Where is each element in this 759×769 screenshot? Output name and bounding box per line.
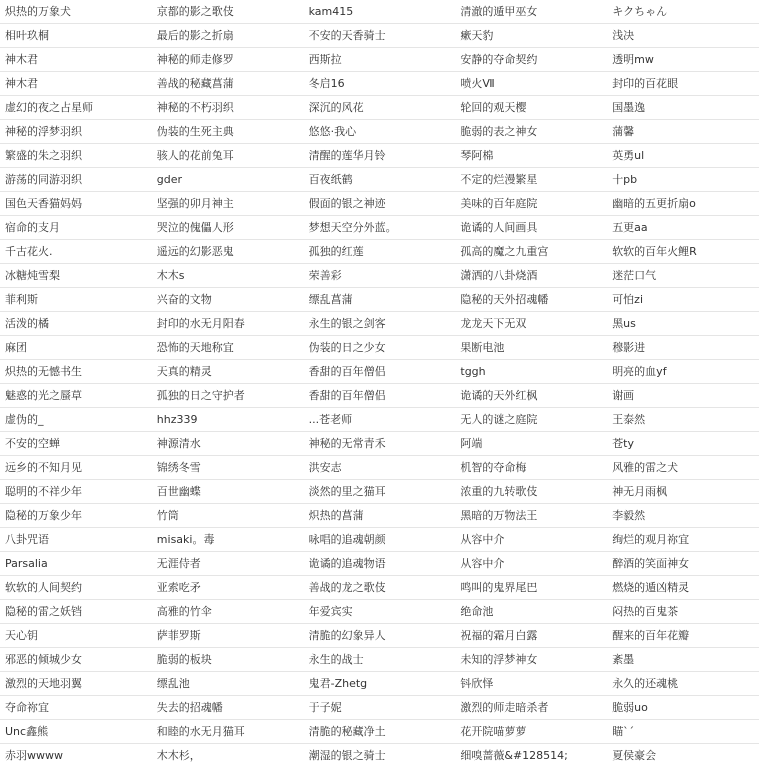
- name-cell: kam415: [304, 0, 456, 24]
- table-row: [0, 600, 759, 624]
- name-cell: 美味的百年庭院: [455, 192, 607, 216]
- name-cell: 西斯拉: [304, 48, 456, 72]
- name-cell: 清脆的秘藏净土: [304, 720, 456, 744]
- name-cell: 假面的银之神迹: [304, 192, 456, 216]
- name-cell: 从容中介: [455, 552, 607, 576]
- name-cell: 炽热的菖蒲: [304, 504, 456, 528]
- name-cell: 国墨逸: [607, 96, 759, 120]
- name-cell: 轮回的观天樱: [455, 96, 607, 120]
- name-cell: 相叶玖桐: [0, 24, 152, 48]
- name-cell: misaki。毒: [152, 528, 304, 552]
- name-cell: 瘶天豹: [455, 24, 607, 48]
- name-cell: 谢画: [607, 384, 759, 408]
- name-cell: 恐怖的天地称宜: [152, 336, 304, 360]
- name-cell: 喷火Ⅶ: [455, 72, 607, 96]
- name-cell: 菲利斯: [0, 288, 152, 312]
- name-cell: 绝命池: [455, 600, 607, 624]
- table-row: [0, 480, 759, 504]
- name-cell: 孤高的魔之九重宫: [455, 240, 607, 264]
- name-cell: 神木君: [0, 72, 152, 96]
- name-cell: 鬼君-Zhetg: [304, 672, 456, 696]
- name-cell: 隐秘的雷之妖铛: [0, 600, 152, 624]
- name-cell: 浅决: [607, 24, 759, 48]
- name-cell: 透明mw: [607, 48, 759, 72]
- table-row: [0, 48, 759, 72]
- name-cell: 脆弱的表之神女: [455, 120, 607, 144]
- name-cell: 永久的还魂桃: [607, 672, 759, 696]
- name-cell: 远乡的不知月见: [0, 456, 152, 480]
- name-cell: Unc鑫熊: [0, 720, 152, 744]
- name-cell: 梦想天空分外蓝。: [304, 216, 456, 240]
- table-row: [0, 360, 759, 384]
- name-cell: 伪装的生死主典: [152, 120, 304, 144]
- name-cell: 八卦咒语: [0, 528, 152, 552]
- table-row: [0, 336, 759, 360]
- name-cell: 宿命的支月: [0, 216, 152, 240]
- name-cell: 阿端: [455, 432, 607, 456]
- name-cell: 京都的影之歌伎: [152, 0, 304, 24]
- name-cell: 炽热的无憾书生: [0, 360, 152, 384]
- name-cell: ...苍老师: [304, 408, 456, 432]
- name-cell: 苍ty: [607, 432, 759, 456]
- table-row: [0, 168, 759, 192]
- name-cell: 天心钥: [0, 624, 152, 648]
- name-cell: 锦绣冬雪: [152, 456, 304, 480]
- name-cell: 浓重的九转歌伎: [455, 480, 607, 504]
- name-cell: 英勇ul: [607, 144, 759, 168]
- table-row: [0, 288, 759, 312]
- name-cell: 隐秘的万象少年: [0, 504, 152, 528]
- name-cell: 邪恶的倾城少女: [0, 648, 152, 672]
- name-cell: 百世幽蝶: [152, 480, 304, 504]
- table-row: [0, 720, 759, 744]
- name-cell: 魅惑的光之蜃草: [0, 384, 152, 408]
- name-cell: 十pb: [607, 168, 759, 192]
- name-cell: 千古花火.: [0, 240, 152, 264]
- name-cell: 神秘的师走修罗: [152, 48, 304, 72]
- name-cell: 香甜的百年僧侣: [304, 384, 456, 408]
- table-row: [0, 504, 759, 528]
- table-row: [0, 120, 759, 144]
- name-cell: 潮湿的银之骑士: [308, 749, 386, 762]
- name-cell: 永生的战士: [304, 648, 456, 672]
- name-cell: 亚索吃矛: [152, 576, 304, 600]
- name-cell: 缥乱菖蒲: [304, 288, 456, 312]
- name-cell: 咏唱的追魂朝颜: [304, 528, 456, 552]
- name-cell: 冬启16: [304, 72, 456, 96]
- name-cell: 祝福的霜月白露: [455, 624, 607, 648]
- name-cell: 高雅的竹伞: [152, 600, 304, 624]
- name-cell: 不安的空蝉: [0, 432, 152, 456]
- name-cell: 黑暗的万物法王: [455, 504, 607, 528]
- name-cell: 穆影进: [607, 336, 759, 360]
- table-row: [0, 576, 759, 600]
- name-cell: 醉酒的笑面神女: [607, 552, 759, 576]
- name-cell: 失去的招魂幡: [152, 696, 304, 720]
- table-row: [0, 216, 759, 240]
- name-cell: 虚伪的_: [0, 408, 152, 432]
- name-cell: 瞄`ˊ: [607, 720, 759, 744]
- name-cell: 神秘的不朽羽织: [152, 96, 304, 120]
- name-cell: 荣善彩: [304, 264, 456, 288]
- name-cell: キクちゃん: [607, 0, 759, 24]
- name-cell: 虚幻的夜之占星师: [0, 96, 152, 120]
- name-cell: 萨菲罗斯: [152, 624, 304, 648]
- table-row: [0, 432, 759, 456]
- table-row: [0, 312, 759, 336]
- name-cell: 哭泣的傀儡人形: [152, 216, 304, 240]
- name-cell: 木木杉，: [156, 749, 201, 762]
- name-cell: 未知的浮梦神女: [455, 648, 607, 672]
- name-cell: 伪装的日之少女: [304, 336, 456, 360]
- name-cell: 神秘的浮梦羽织: [0, 120, 152, 144]
- name-cell: 五更aa: [607, 216, 759, 240]
- name-cell: 紊墨: [607, 648, 759, 672]
- name-cell: 无人的谜之庭院: [455, 408, 607, 432]
- name-cell: 风雅的雷之犬: [607, 456, 759, 480]
- name-cell: 隐秘的天外招魂幡: [455, 288, 607, 312]
- name-cell: 诡谲的天外红枫: [455, 384, 607, 408]
- name-cell: 机智的夺命梅: [455, 456, 607, 480]
- name-cell: 缥乱池: [152, 672, 304, 696]
- name-cell: 果断电池: [455, 336, 607, 360]
- table-row: [0, 96, 759, 120]
- name-cell: 永生的银之剑客: [304, 312, 456, 336]
- name-cell: 炽热的万象犬: [0, 0, 152, 24]
- name-cell: 诡谲的人间画具: [455, 216, 607, 240]
- name-cell: 兴奋的文物: [152, 288, 304, 312]
- name-cell: 软软的百年火鲤R: [607, 240, 759, 264]
- name-cell: 封印的百花眼: [607, 72, 759, 96]
- name-cell: 黑us: [607, 312, 759, 336]
- name-cell: 清脆的幻象异人: [304, 624, 456, 648]
- name-cell: 潇洒的八卦烧酒: [455, 264, 607, 288]
- name-cell: 激烈的师走暗杀者: [455, 696, 607, 720]
- name-cell: tggh: [455, 360, 607, 384]
- name-cell: 骇人的花前兔耳: [152, 144, 304, 168]
- name-cell: 清澈的遁甲巫女: [455, 0, 607, 24]
- name-cell: 天真的精灵: [152, 360, 304, 384]
- table-row: [0, 672, 759, 696]
- name-cell: 夏侯豪会: [612, 749, 657, 762]
- name-cell: 神秘的无常青禾: [304, 432, 456, 456]
- name-cell: 清醒的莲华月铃: [304, 144, 456, 168]
- name-cell: gder: [152, 168, 304, 192]
- name-cell: 不安的天香骑士: [304, 24, 456, 48]
- table-row: [0, 0, 759, 24]
- name-cell: 孤独的日之守护者: [152, 384, 304, 408]
- table-row: [0, 456, 759, 480]
- name-cell: 醒来的百年花瓣: [607, 624, 759, 648]
- name-cell: 安静的夺命契约: [455, 48, 607, 72]
- name-cell: Parsalia: [0, 552, 152, 576]
- name-cell: 竹筒: [152, 504, 304, 528]
- name-cell: 香甜的百年僧侣: [304, 360, 456, 384]
- name-cell: 脆弱的板块: [152, 648, 304, 672]
- name-cell: 神源清水: [152, 432, 304, 456]
- name-cell: 诡谲的追魂物语: [304, 552, 456, 576]
- name-cell: 闷热的百鬼茶: [607, 600, 759, 624]
- name-cell: 可怕zi: [607, 288, 759, 312]
- name-cell: hhz339: [152, 408, 304, 432]
- table-row: [0, 624, 759, 648]
- name-cell: 繁盛的朱之羽织: [0, 144, 152, 168]
- name-cell: 夺命祢宜: [0, 696, 152, 720]
- name-cell: 从容中介: [455, 528, 607, 552]
- name-cell: 百夜纸鹤: [304, 168, 456, 192]
- table-row: [0, 264, 759, 288]
- table-row: [0, 528, 759, 552]
- name-cell: 木木s: [152, 264, 304, 288]
- table-row: [0, 72, 759, 96]
- name-cell: 细嗅蔷薇&#128514;: [460, 749, 568, 762]
- name-cell: 坚强的卯月神主: [152, 192, 304, 216]
- name-cell: 善战的龙之歌伎: [304, 576, 456, 600]
- name-cell: 蒲馨: [607, 120, 759, 144]
- name-cell: 赤羽wwww: [5, 749, 63, 762]
- name-cell: 活泼的橘: [0, 312, 152, 336]
- name-cell: 深沉的风花: [304, 96, 456, 120]
- table-row: [0, 744, 759, 768]
- name-cell: 钭欣怿: [455, 672, 607, 696]
- name-cell: 无涯侍者: [152, 552, 304, 576]
- table-row: [0, 192, 759, 216]
- name-cell: 不定的烂漫繁星: [455, 168, 607, 192]
- name-cell: 遥远的幻影恶鬼: [152, 240, 304, 264]
- name-cell: 李毅然: [607, 504, 759, 528]
- name-cell: 花开院喵萝萝: [455, 720, 607, 744]
- name-cell: 孤独的红莲: [304, 240, 456, 264]
- name-cell: 绚烂的观月祢宜: [607, 528, 759, 552]
- table-row: [0, 384, 759, 408]
- table-row: [0, 240, 759, 264]
- name-cell: 善战的秘藏菖蒲: [152, 72, 304, 96]
- table-row: [0, 408, 759, 432]
- name-cell: 软软的人间契约: [0, 576, 152, 600]
- name-cell: 龙龙天下无双: [455, 312, 607, 336]
- name-cell: 鸣叫的鬼界尾巴: [455, 576, 607, 600]
- name-cell: 幽暗的五更折扇o: [607, 192, 759, 216]
- name-cell: 国色天香猫妈妈: [0, 192, 152, 216]
- name-cell: 年爱宾实: [304, 600, 456, 624]
- name-cell: 迷茫口气: [607, 264, 759, 288]
- name-cell: 于子妮: [304, 696, 456, 720]
- table-row: [0, 648, 759, 672]
- name-cell: 淡然的里之猫耳: [304, 480, 456, 504]
- table-row: [0, 24, 759, 48]
- name-cell: 洪安志: [304, 456, 456, 480]
- name-cell: 神无月雨枫: [607, 480, 759, 504]
- name-cell: 神木君: [0, 48, 152, 72]
- name-cell: 琴阿棉: [455, 144, 607, 168]
- table-row: [0, 552, 759, 576]
- name-cell: 封印的水无月阳春: [152, 312, 304, 336]
- name-cell: 激烈的天地羽翼: [0, 672, 152, 696]
- name-cell: 王泰然: [607, 408, 759, 432]
- name-cell: 麻团: [0, 336, 152, 360]
- name-cell: 和睦的水无月猫耳: [152, 720, 304, 744]
- name-cell: 最后的影之折扇: [152, 24, 304, 48]
- table-row: [0, 696, 759, 720]
- name-cell: 悠悠·我心: [304, 120, 456, 144]
- name-cell: 脆弱uo: [607, 696, 759, 720]
- table-row: [0, 144, 759, 168]
- name-cell: 聪明的不祥少年: [0, 480, 152, 504]
- name-cell: 明亮的血yf: [607, 360, 759, 384]
- name-cell: 游荡的同游羽织: [0, 168, 152, 192]
- name-cell: 冰糖炖雪梨: [0, 264, 152, 288]
- name-cell: 燃烧的遁凶精灵: [607, 576, 759, 600]
